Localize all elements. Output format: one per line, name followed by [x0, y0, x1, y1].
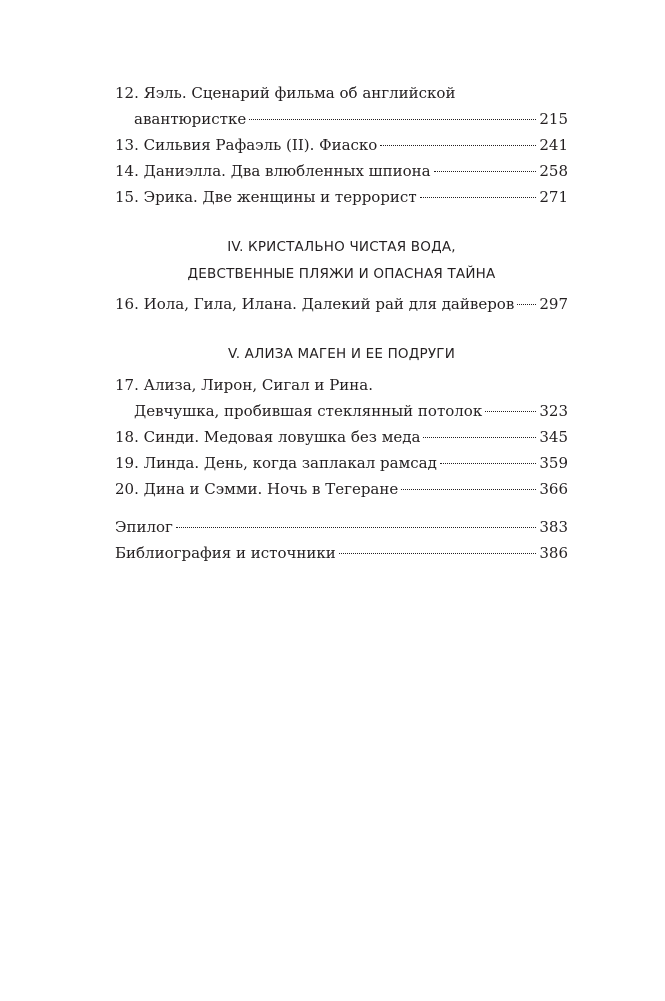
toc-entry-title: 17. Ализа, Лирон, Сигал и Рина. — [115, 376, 373, 394]
dot-leader — [249, 119, 536, 120]
toc-entry-title: 12. Яэль. Сценарий фильма об английской — [115, 84, 456, 102]
dot-leader — [380, 145, 536, 146]
toc-entry-15[interactable] — [115, 184, 568, 210]
toc-entry-13[interactable] — [115, 132, 568, 158]
toc-entry-title: Эпилог — [115, 518, 173, 536]
page-number: 215 — [539, 110, 568, 128]
toc-entry-title: Библиография и источники — [115, 544, 336, 562]
toc-entry-bibliography[interactable] — [115, 540, 568, 566]
section-heading-line: IV. КРИСТАЛЬНО ЧИСТАЯ ВОДА, — [227, 239, 456, 255]
toc-entry-20[interactable] — [115, 476, 568, 502]
table-of-contents — [115, 80, 568, 566]
section-heading-v: V. АЛИЗА МАГЕН И ЕЕ ПОДРУГИ — [228, 346, 455, 362]
toc-entry-title: 14. Даниэлла. Два влюбленных шпиона — [115, 162, 431, 180]
section-heading-iv — [115, 234, 568, 288]
dot-leader — [440, 463, 537, 464]
dot-leader — [401, 489, 536, 490]
toc-entry-14[interactable] — [115, 158, 568, 184]
dot-leader — [517, 304, 536, 305]
toc-entry-title: 19. Линда. День, когда заплакал рамсад — [115, 454, 437, 472]
toc-entry-title: 13. Сильвия Рафаэль (II). Фиаско — [115, 136, 378, 154]
toc-entry-title: 18. Синди. Медовая ловушка без меда — [115, 428, 421, 446]
page-number: 258 — [539, 162, 568, 180]
toc-entry-epilogue[interactable] — [115, 514, 568, 540]
page-number: 366 — [539, 480, 568, 498]
page-number: 345 — [539, 428, 568, 446]
page-number: 386 — [539, 544, 568, 562]
toc-entry-16[interactable] — [115, 291, 568, 317]
toc-entry-title: 16. Иола, Гила, Илана. Далекий рай для дайверов — [115, 295, 515, 313]
toc-entry-12[interactable] — [115, 80, 568, 132]
page-number: 323 — [539, 402, 568, 420]
toc-entry-title-continued: Девчушка, пробившая стеклянный потолок — [134, 402, 483, 420]
toc-entry-title: 15. Эрика. Две женщины и террорист — [115, 188, 417, 206]
page-number: 241 — [539, 136, 568, 154]
section-heading-line: ДЕВСТВЕННЫЕ ПЛЯЖИ И ОПАСНАЯ ТАЙНА — [187, 266, 496, 282]
dot-leader — [434, 171, 537, 172]
dot-leader — [176, 527, 536, 528]
dot-leader — [420, 197, 537, 198]
page-number: 383 — [539, 518, 568, 536]
toc-entry-line — [115, 106, 568, 132]
toc-entry-line — [115, 398, 568, 424]
page-number: 271 — [539, 188, 568, 206]
page-number: 359 — [539, 454, 568, 472]
dot-leader — [485, 411, 536, 412]
toc-entry-18[interactable] — [115, 424, 568, 450]
toc-entry-17[interactable] — [115, 372, 568, 424]
dot-leader — [339, 553, 537, 554]
toc-entry-title-continued: авантюристке — [134, 110, 247, 128]
toc-entry-title: 20. Дина и Сэмми. Ночь в Тегеране — [115, 480, 399, 498]
toc-entry-19[interactable] — [115, 450, 568, 476]
page-number: 297 — [539, 295, 568, 313]
dot-leader — [423, 437, 536, 438]
